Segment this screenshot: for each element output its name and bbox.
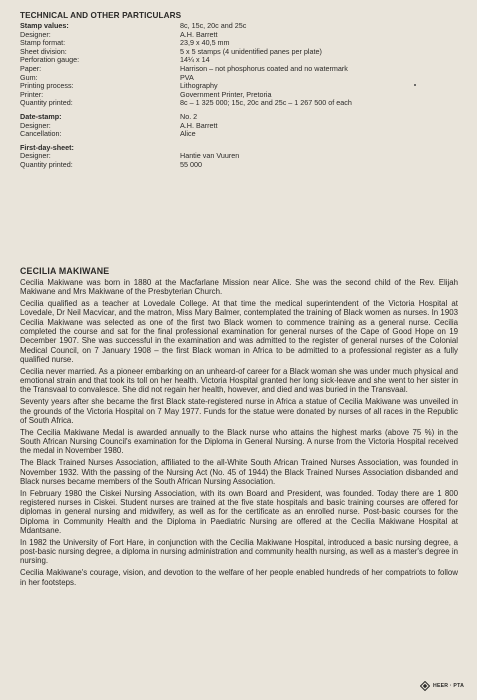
spec-row <box>20 65 460 74</box>
paragraph: The Black Trained Nurses Association, affiliated to the all-White South African Trained Nurses Association, was founded in November 1932. With the passing of the Nursing Act (No. 45 of 1944) the Black Trained Nurses Association disbanded and Black nurses became members of the South African Nursing Association. <box>20 458 458 486</box>
printer-logo <box>420 681 464 691</box>
technical-heading: TECHNICAL AND OTHER PARTICULARS <box>20 11 182 20</box>
stamp-format-label: Stamp format: <box>20 38 66 48</box>
stamp-format-value: 23,9 x 40,5 mm <box>180 38 230 48</box>
bio-title: CECILIA MAKIWANE <box>20 266 110 276</box>
perforation-value: 14¼ x 14 <box>180 55 210 65</box>
date-stamp-value: No. 2 <box>180 111 198 121</box>
paragraph: Cecilia Makiwane's courage, vision, and devotion to the welfare of her people enabled hundreds of her compatriots to follow in her footsteps. <box>20 568 458 587</box>
sheet-division-value: 5 x 5 stamps (4 unidentified panes per plate) <box>180 46 322 56</box>
fds-designer-label: Designer: <box>20 151 51 161</box>
paragraph: Cecilia Makiwane was born in 1880 at the Macfarlane Mission near Alice. She was the second child of the Rev. Elijah Makiwane and Mrs Makiwane of the Presbyterian Church. <box>20 278 458 297</box>
perforation-label: Perforation gauge: <box>20 55 80 65</box>
cancellation-label: Cancellation: <box>20 129 62 139</box>
logo-text: HEER · PTA <box>433 683 465 689</box>
spec-row <box>20 99 460 108</box>
spec-row <box>20 48 460 57</box>
spec-row <box>20 22 460 31</box>
date-designer-label: Designer: <box>20 120 51 130</box>
diamond-logo-icon <box>420 681 430 691</box>
paragraph: The Cecilia Makiwane Medal is awarded annually to the Black nurse who attains the highest marks (above 75 %) in the South African Nursing Council's examination for the Diploma in General Nursing. A nurse from the Victoria Hospital received the medal in November 1980. <box>20 427 458 456</box>
gum-label: Gum: <box>20 72 38 82</box>
fds-quantity-label: Quantity printed: <box>20 159 73 169</box>
ink-dot <box>414 84 416 86</box>
paper-value: Harrison – not phosphorus coated and no watermark <box>180 63 348 73</box>
spec-row <box>20 122 460 131</box>
first-day-sheet-label: First-day-sheet: <box>20 142 74 152</box>
cancellation-value: Alice <box>180 129 196 139</box>
spec-row <box>20 31 460 40</box>
fds-quantity-value: 55 000 <box>180 159 202 169</box>
sheet-division-label: Sheet division: <box>20 46 67 56</box>
quantity-label: Quantity printed: <box>20 98 73 108</box>
stamp-values-value: 8c, 15c, 20c and 25c <box>180 21 247 30</box>
gum-value: PVA <box>180 72 194 82</box>
spec-row <box>20 144 460 153</box>
spec-row <box>20 152 460 161</box>
spec-row <box>20 130 460 139</box>
printer-label: Printer: <box>20 89 44 99</box>
specifications-table <box>20 22 460 170</box>
date-stamp-label: Date-stamp: <box>20 111 62 121</box>
paragraph: In February 1980 the Ciskei Nursing Association, with its own Board and President, was founded. Today there are 1 800 registered nurses in Ciskei. Student nurses are trained at the five state hospitals and basic training courses are offered for diplomas in general nursing and midwifery, as well as for the certificate as an enrolled nurse. Post-basic courses for the Diploma in Community Health and the Diploma in Paediatric Nursing are offered at the Cecilia Makiwane Hospital at Mdantsane. <box>20 488 458 535</box>
paragraph: Seventy years after she became the first Black state-registered nurse in Africa a statue of Cecilia Makiwane was unveiled in the grounds of the Victoria Hospital on 7 May 1977. Funds for the statue were donated by nurses of all races in the Republic of South Africa. <box>20 397 458 425</box>
biography-text <box>20 278 458 590</box>
quantity-value: 8c – 1 325 000; 15c, 20c and 25c – 1 267 500 of each <box>180 98 352 108</box>
designer-label: Designer: <box>20 29 51 39</box>
date-designer-value: A.H. Barrett <box>180 120 218 130</box>
fds-designer-value: Hantie van Vuuren <box>180 151 240 161</box>
spec-row <box>20 161 460 170</box>
printing-process-label: Printing process: <box>20 81 74 91</box>
paper-label: Paper: <box>20 63 42 73</box>
printing-process-value: Lithography <box>180 81 218 91</box>
paragraph: Cecilia qualified as a teacher at Lovedale College. At that time the medical superintendent of the Victoria Hospital at Lovedale, Dr Neil Macvicar, and the matron, Miss Mary Balmer, contemplated the training of Black women as nurses. In 1903 Cecilia Makiwane was selected as one of the first two Black women to commence training as a general nurse. Cecilia completed the course and sat for the final professional examination for general nurses of the Cape of Good Hope on 19 December 1907. She was successful in the examination and was admitted to the register of general nurses of the Colonial Medical Council, on 7 January 1908 – the first Black woman in Africa to be admitted to a professional register as a fully qualified nurse. <box>20 299 458 364</box>
spec-row <box>20 113 460 122</box>
stamp-values-label: Stamp values: <box>20 21 69 30</box>
paragraph: Cecilia never married. As a pioneer embarking on an unheard-of career for a Black woman she was under much physical and emotional strain and that took its toll on her health. Victoria Hospital granted her long sick-leave and she went to her sister in the Transvaal to convalesce. She did not regain her health, however, and died and was buried in the Transvaal. <box>20 366 458 395</box>
paragraph: In 1982 the University of Fort Hare, in conjunction with the Cecilia Makiwane Hospital, introduced a basic nursing degree, a post-basic nursing degree, a diploma in nursing administration and community health nursing, as well as a master's degree in nursing. <box>20 537 458 566</box>
printer-value: Government Printer, Pretoria <box>180 89 272 99</box>
designer-value: A.H. Barrett <box>180 29 218 39</box>
spec-row <box>20 74 460 83</box>
